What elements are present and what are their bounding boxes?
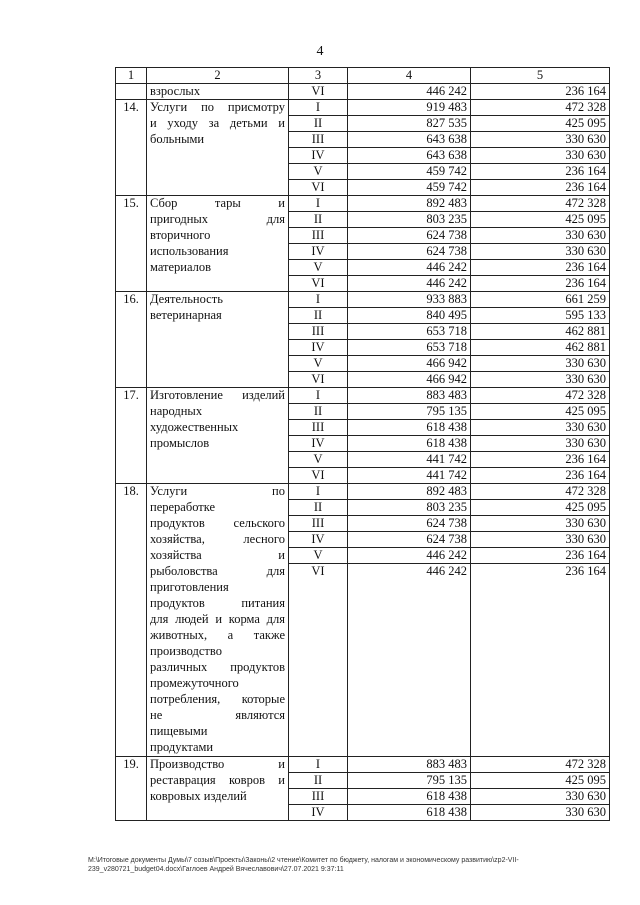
- value-col4: 827 535: [348, 116, 471, 132]
- group-cell: V: [289, 260, 348, 276]
- value-col5: 425 095: [471, 773, 610, 789]
- group-cell: VI: [289, 276, 348, 292]
- table-row: [116, 388, 610, 404]
- group-cell: III: [289, 228, 348, 244]
- group-cell: II: [289, 773, 348, 789]
- value-col5: 462 881: [471, 340, 610, 356]
- value-col5: 472 328: [471, 757, 610, 773]
- header-cell: 5: [471, 68, 610, 84]
- group-cell: V: [289, 548, 348, 564]
- value-col4: 446 242: [348, 260, 471, 276]
- value-col4: 459 742: [348, 164, 471, 180]
- value-col5: 330 630: [471, 356, 610, 372]
- activity-name-line: больными: [150, 132, 205, 146]
- value-col5: 236 164: [471, 452, 610, 468]
- group-cell: I: [289, 484, 348, 500]
- activity-name-line: Изготовление изделий: [150, 388, 285, 402]
- activity-name-line: производство: [150, 644, 222, 658]
- continuation-row: [116, 84, 610, 100]
- value-col5: 330 630: [471, 532, 610, 548]
- group-cell: II: [289, 116, 348, 132]
- group-cell: IV: [289, 532, 348, 548]
- tariff-table: [115, 67, 610, 821]
- value-col5: 236 164: [471, 548, 610, 564]
- group-cell: III: [289, 324, 348, 340]
- group-cell: VI: [289, 564, 348, 757]
- group-cell: II: [289, 212, 348, 228]
- group-cell: I: [289, 757, 348, 773]
- activity-name-line: переработке: [150, 500, 216, 514]
- group-cell: III: [289, 516, 348, 532]
- value-col4: 643 638: [348, 148, 471, 164]
- value-col5: 236 164: [471, 260, 610, 276]
- value-col4: 446 242: [348, 276, 471, 292]
- activity-name-line: продуктами: [150, 740, 214, 754]
- value-col5: 472 328: [471, 196, 610, 212]
- group-cell: III: [289, 420, 348, 436]
- value-col4: 892 483: [348, 196, 471, 212]
- value-col5: 425 095: [471, 500, 610, 516]
- value-col5: 236 164: [471, 84, 610, 100]
- activity-name-line: Услуги по: [150, 484, 285, 498]
- group-cell: IV: [289, 148, 348, 164]
- group-cell: II: [289, 500, 348, 516]
- table-row: [116, 100, 610, 116]
- value-col5: 330 630: [471, 244, 610, 260]
- value-col5: 595 133: [471, 308, 610, 324]
- value-col4: 919 483: [348, 100, 471, 116]
- value-col4: 446 242: [348, 84, 471, 100]
- group-cell: II: [289, 308, 348, 324]
- value-col4: 441 742: [348, 452, 471, 468]
- group-cell: V: [289, 452, 348, 468]
- group-cell: VI: [289, 372, 348, 388]
- activity-name-line: материалов: [150, 260, 212, 274]
- value-col4: 618 438: [348, 436, 471, 452]
- activity-name: [147, 100, 289, 196]
- activity-name: [147, 292, 289, 388]
- value-col5: 330 630: [471, 789, 610, 805]
- activity-name-line: пищевыми: [150, 724, 208, 738]
- value-col4: 883 483: [348, 757, 471, 773]
- value-col4: 795 135: [348, 773, 471, 789]
- value-col4: 892 483: [348, 484, 471, 500]
- value-col5: 236 164: [471, 564, 610, 757]
- group-cell: IV: [289, 340, 348, 356]
- value-col4: 795 135: [348, 404, 471, 420]
- activity-name-line: не являются: [150, 708, 285, 722]
- value-col5: 330 630: [471, 805, 610, 821]
- activity-name-line: Производство и: [150, 757, 285, 771]
- group-cell: I: [289, 292, 348, 308]
- activity-name-line: народных: [150, 404, 203, 418]
- activity-name-line: животных, а также: [150, 628, 285, 642]
- group-cell: V: [289, 356, 348, 372]
- activity-name-line: хозяйства и: [150, 548, 285, 562]
- activity-name-line: для людей и корма для: [150, 612, 285, 626]
- row-number: 14.: [116, 100, 147, 196]
- group-cell: VI: [289, 84, 348, 100]
- value-col4: 803 235: [348, 212, 471, 228]
- value-col4: 466 942: [348, 372, 471, 388]
- value-col5: 236 164: [471, 180, 610, 196]
- value-col4: 653 718: [348, 324, 471, 340]
- value-col4: 441 742: [348, 468, 471, 484]
- activity-name-line: Деятельность: [150, 292, 223, 306]
- activity-name: взрослых: [147, 84, 289, 100]
- header-cell: 4: [348, 68, 471, 84]
- group-cell: I: [289, 388, 348, 404]
- header-cell: 3: [289, 68, 348, 84]
- activity-name-line: ковровых изделий: [150, 789, 247, 803]
- header-row: [116, 68, 610, 84]
- page-number: 4: [316, 44, 324, 59]
- group-cell: III: [289, 789, 348, 805]
- value-col4: 624 738: [348, 516, 471, 532]
- value-col5: 330 630: [471, 420, 610, 436]
- value-col5: 236 164: [471, 468, 610, 484]
- group-cell: I: [289, 196, 348, 212]
- activity-name-line: и уходу за детьми и: [150, 116, 285, 130]
- value-col5: 425 095: [471, 116, 610, 132]
- value-col4: 446 242: [348, 548, 471, 564]
- row-number: 17.: [116, 388, 147, 484]
- value-col4: 446 242: [348, 564, 471, 757]
- table-row: [116, 757, 610, 773]
- value-col5: 425 095: [471, 404, 610, 420]
- activity-name-line: хозяйства, лесного: [150, 532, 285, 546]
- value-col4: 618 438: [348, 789, 471, 805]
- group-cell: V: [289, 164, 348, 180]
- activity-name-line: приготовления: [150, 580, 229, 594]
- value-col5: 330 630: [471, 516, 610, 532]
- activity-name-line: Сбор тары и: [150, 196, 285, 210]
- value-col4: 653 718: [348, 340, 471, 356]
- activity-name: [147, 484, 289, 757]
- activity-name-line: промежуточного: [150, 676, 239, 690]
- activity-name: [147, 196, 289, 292]
- row-number: [116, 84, 147, 100]
- activity-name-line: ветеринарная: [150, 308, 222, 322]
- group-cell: IV: [289, 244, 348, 260]
- value-col5: 472 328: [471, 100, 610, 116]
- header-cell: 2: [147, 68, 289, 84]
- row-number: 15.: [116, 196, 147, 292]
- group-cell: VI: [289, 180, 348, 196]
- value-col4: 933 883: [348, 292, 471, 308]
- group-cell: IV: [289, 436, 348, 452]
- activity-name-line: различных продуктов: [150, 660, 285, 674]
- activity-name-line: пригодных для: [150, 212, 285, 226]
- value-col4: 618 438: [348, 805, 471, 821]
- row-number: 18.: [116, 484, 147, 757]
- group-cell: VI: [289, 468, 348, 484]
- activity-name-line: рыболовства для: [150, 564, 285, 578]
- value-col5: 330 630: [471, 436, 610, 452]
- value-col4: 624 738: [348, 228, 471, 244]
- value-col5: 236 164: [471, 276, 610, 292]
- value-col4: 624 738: [348, 244, 471, 260]
- table-row: [116, 292, 610, 308]
- value-col5: 462 881: [471, 324, 610, 340]
- value-col5: 330 630: [471, 228, 610, 244]
- activity-name-line: потребления, которые: [150, 692, 285, 706]
- group-cell: I: [289, 100, 348, 116]
- value-col4: 840 495: [348, 308, 471, 324]
- activity-name-line: продуктов сельского: [150, 516, 285, 530]
- value-col4: 803 235: [348, 500, 471, 516]
- activity-name: [147, 757, 289, 821]
- value-col4: 618 438: [348, 420, 471, 436]
- header-cell: 1: [116, 68, 147, 84]
- table-row: [116, 484, 610, 500]
- row-number: 19.: [116, 757, 147, 821]
- group-cell: III: [289, 132, 348, 148]
- value-col4: 643 638: [348, 132, 471, 148]
- activity-name-line: использования: [150, 244, 229, 258]
- value-col5: 472 328: [471, 484, 610, 500]
- group-cell: IV: [289, 805, 348, 821]
- value-col5: 661 259: [471, 292, 610, 308]
- activity-name-line: художественных: [150, 420, 239, 434]
- activity-name-line: реставрация ковров и: [150, 773, 285, 787]
- value-col5: 330 630: [471, 148, 610, 164]
- value-col4: 883 483: [348, 388, 471, 404]
- value-col4: 466 942: [348, 356, 471, 372]
- table-row: [116, 196, 610, 212]
- value-col5: 425 095: [471, 212, 610, 228]
- activity-name-line: промыслов: [150, 436, 210, 450]
- value-col5: 236 164: [471, 164, 610, 180]
- value-col5: 472 328: [471, 388, 610, 404]
- value-col5: 330 630: [471, 132, 610, 148]
- activity-name-line: Услуги по присмотру: [150, 100, 285, 114]
- value-col4: 624 738: [348, 532, 471, 548]
- value-col4: 459 742: [348, 180, 471, 196]
- row-number: 16.: [116, 292, 147, 388]
- activity-name-line: продуктов питания: [150, 596, 285, 610]
- activity-name-line: вторичного: [150, 228, 211, 242]
- document-path-footer: M:\Итоговые документы Думы\7 созыв\Проекты\Законы\2 чтение\Комитет по бюджету, налогам и экономическому развитию\zp2-VII-239_v280721_budget04.docx\Гаглоев Андрей Вячеславович\27.07.2021 9:37:11: [88, 857, 519, 873]
- activity-name: [147, 388, 289, 484]
- group-cell: II: [289, 404, 348, 420]
- value-col5: 330 630: [471, 372, 610, 388]
